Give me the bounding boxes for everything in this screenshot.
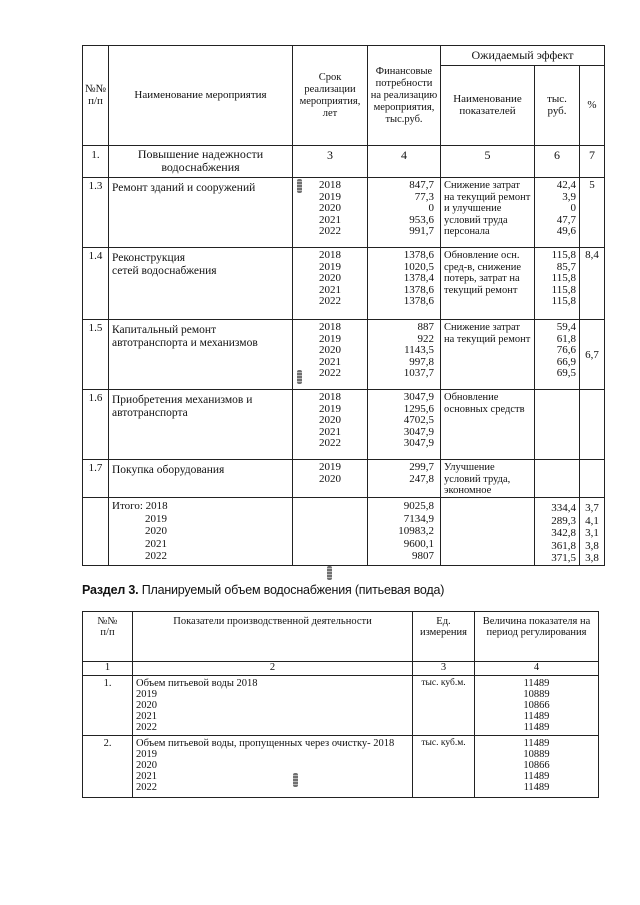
total-effect: 334,4 289,3 342,8 361,8 371,5 (535, 498, 580, 566)
row-indicators: Улучшение условий труда, экономное (441, 460, 535, 498)
row-effect: 59,4 61,8 76,6 66,9 69,5 (535, 320, 580, 390)
header-finance: Финансовые потребности на реализацию мероприятия, тыс.руб. (368, 46, 441, 146)
t2-colnum-4: 4 (475, 662, 599, 676)
colnum-3: 3 (293, 146, 368, 178)
row-name: Приобретения механизмов и автотранспорта (109, 390, 293, 460)
t2-colnum-3: 3 (413, 662, 475, 676)
t2-row-unit: тыс. куб.м. (413, 736, 475, 798)
total-indicators (441, 498, 535, 566)
table-row (83, 676, 599, 736)
row-finance: 887 922 1143,5 997,8 1037,7 (368, 320, 441, 390)
table-row (83, 736, 599, 798)
row-years: 2018 2019 2020 2021 2022 (293, 178, 368, 248)
row-name: Покупка оборудования (109, 460, 293, 498)
scan-mark (297, 179, 302, 193)
table-row (83, 390, 605, 460)
total-years (293, 498, 368, 566)
row-num: 1.5 (83, 320, 109, 390)
row-effect: 42,4 3,9 0 47,7 49,6 (535, 178, 580, 248)
row-name: Ремонт зданий и сооружений (109, 178, 293, 248)
total-num (83, 498, 109, 566)
t2-column-numbers-row (83, 662, 599, 676)
table-row (83, 320, 605, 390)
section-3-title (82, 583, 444, 597)
colnum-5: 5 (441, 146, 535, 178)
row-effect (535, 390, 580, 460)
row-finance: 3047,9 1295,6 4702,5 3047,9 3047,9 (368, 390, 441, 460)
header-thousand-rub: тыс. руб. (535, 66, 580, 146)
row-years: 2018 2019 2020 2021 2022 (293, 248, 368, 320)
section-title-text: Планируемый объем водоснабжения (питьевая вода) (138, 583, 445, 597)
row-finance: 299,7 247,8 (368, 460, 441, 498)
column-numbers-row (83, 146, 605, 178)
colnum-4: 4 (368, 146, 441, 178)
header-effect: Ожидаемый эффект (441, 46, 605, 66)
t2-header-num: №№ п/п (83, 612, 133, 662)
row-years: 2018 2019 2020 2021 2022 (293, 390, 368, 460)
row-percent: 5 (580, 178, 605, 248)
t2-colnum-2: 2 (133, 662, 413, 676)
t2-colnum-1: 1 (83, 662, 133, 676)
header-num: №№ п/п (83, 46, 109, 146)
scan-mark (327, 566, 332, 580)
table-row (83, 248, 605, 320)
row-percent (580, 460, 605, 498)
t2-row-name: Объем питьевой воды, пропущенных через очистку- 2018 2019 2020 2021 2022 (133, 736, 413, 798)
section-name: Повышение надежности водоснабжения (109, 146, 293, 178)
total-label: Итого: 2018 2019 2020 2021 2022 (109, 498, 293, 566)
row-effect: 115,8 85,7 115,8 115,8 115,8 (535, 248, 580, 320)
row-indicators: Снижение затрат на текущий ремонт и улучшение условий труда персонала (441, 178, 535, 248)
scan-mark (297, 370, 302, 384)
table-row (83, 460, 605, 498)
row-name: Капитальный ремонт автотранспорта и механизмов (109, 320, 293, 390)
row-years: 2019 2020 (293, 460, 368, 498)
row-effect (535, 460, 580, 498)
t2-header-unit: Ед. измерения (413, 612, 475, 662)
header-term: Срок реализации мероприятия, лет (293, 46, 368, 146)
row-num: 1.6 (83, 390, 109, 460)
row-num: 1.7 (83, 460, 109, 498)
row-finance: 1378,6 1020,5 1378,4 1378,6 1378,6 (368, 248, 441, 320)
colnum-1: 1. (83, 146, 109, 178)
t2-header-indicators: Показатели производственной деятельности (133, 612, 413, 662)
table-row (83, 178, 605, 248)
total-row (83, 498, 605, 566)
t2-row-name: Объем питьевой воды 2018 2019 2020 2021 2022 (133, 676, 413, 736)
row-num: 1.4 (83, 248, 109, 320)
t2-row-num: 1. (83, 676, 133, 736)
section-prefix: Раздел 3. (82, 583, 139, 597)
row-indicators: Обновление основных средств (441, 390, 535, 460)
water-volume-table (82, 611, 599, 798)
row-finance: 847,7 77,3 0 953,6 991,7 (368, 178, 441, 248)
total-finance: 9025,8 7134,9 10983,2 9600,1 9807 (368, 498, 441, 566)
t2-header-value: Величина показателя на период регулирования (475, 612, 599, 662)
total-percent: 3,7 4,1 3,1 3,8 3,8 (580, 498, 605, 566)
header-percent: % (580, 66, 605, 146)
row-num: 1.3 (83, 178, 109, 248)
row-name: Реконструкция сетей водоснабжения (109, 248, 293, 320)
header-name: Наименование мероприятия (109, 46, 293, 146)
row-percent: 8,4 (580, 248, 605, 320)
scan-mark (293, 773, 298, 787)
measures-table (82, 45, 605, 566)
row-percent: 6,7 (580, 320, 605, 390)
colnum-7: 7 (580, 146, 605, 178)
t2-row-values: 11489 10889 10866 11489 11489 (475, 676, 599, 736)
colnum-6: 6 (535, 146, 580, 178)
t2-row-unit: тыс. куб.м. (413, 676, 475, 736)
header-indicators: Наименование показателей (441, 66, 535, 146)
t2-row-values: 11489 10889 10866 11489 11489 (475, 736, 599, 798)
row-years: 2018 2019 2020 2021 2022 (293, 320, 368, 390)
row-indicators: Обновление осн. сред-в, снижение потерь, затрат на текущий ремонт (441, 248, 535, 320)
t2-row-num: 2. (83, 736, 133, 798)
row-indicators: Снижение затрат на текущий ремонт (441, 320, 535, 390)
row-percent (580, 390, 605, 460)
